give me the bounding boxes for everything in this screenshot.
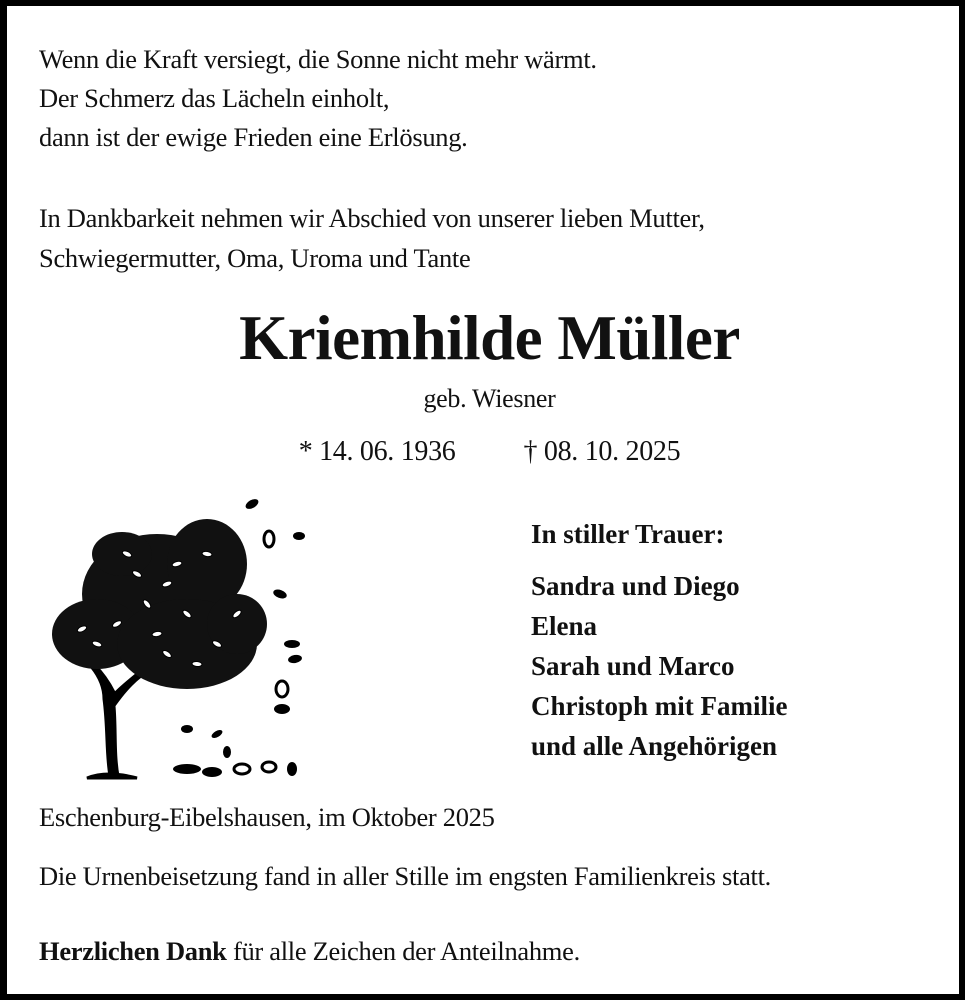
birth-date: * 14. 06. 1936 (298, 436, 456, 467)
life-dates (7, 436, 965, 468)
verse-line: dann ist der ewige Frieden eine Erlösung. (39, 122, 468, 152)
maiden-name: geb. Wiesner (423, 384, 556, 413)
verse-line: Wenn die Kraft versiegt, die Sonne nicht mehr wärmt. (39, 44, 597, 74)
verse (39, 40, 597, 157)
intro-line: In Dankbarkeit nehmen wir Abschied von unserer lieben Mutter, (39, 203, 705, 233)
burial-note: Die Urnenbeisetzung fand in aller Stille im engsten Familienkreis statt. (39, 861, 771, 891)
mourners-list (531, 514, 788, 766)
deceased-name: Kriemhilde Müller (239, 303, 740, 373)
death-date: † 08. 10. 2025 (523, 436, 681, 467)
intro-text (39, 198, 705, 278)
thanks-rest: für alle Zeichen der Anteilnahme. (226, 936, 580, 966)
intro-line: Schwiegermutter, Oma, Uroma und Tante (39, 243, 471, 273)
mourner-name: Sandra und Diego (531, 571, 740, 601)
verse-line: Der Schmerz das Lächeln einholt, (39, 83, 390, 113)
mourner-name: Sarah und Marco (531, 651, 735, 681)
place-and-date: Eschenburg-Eibelshausen, im Oktober 2025 (39, 802, 495, 832)
tree-with-falling-leaves-icon (37, 484, 322, 784)
mourner-name: und alle Angehörigen (531, 731, 778, 761)
mourners-heading: In stiller Trauer: (531, 519, 725, 549)
mourner-name: Elena (531, 611, 598, 641)
mourner-name: Christoph mit Familie (531, 691, 788, 721)
thanks-bold: Herzlichen Dank (39, 936, 227, 966)
thanks-line (39, 936, 580, 967)
